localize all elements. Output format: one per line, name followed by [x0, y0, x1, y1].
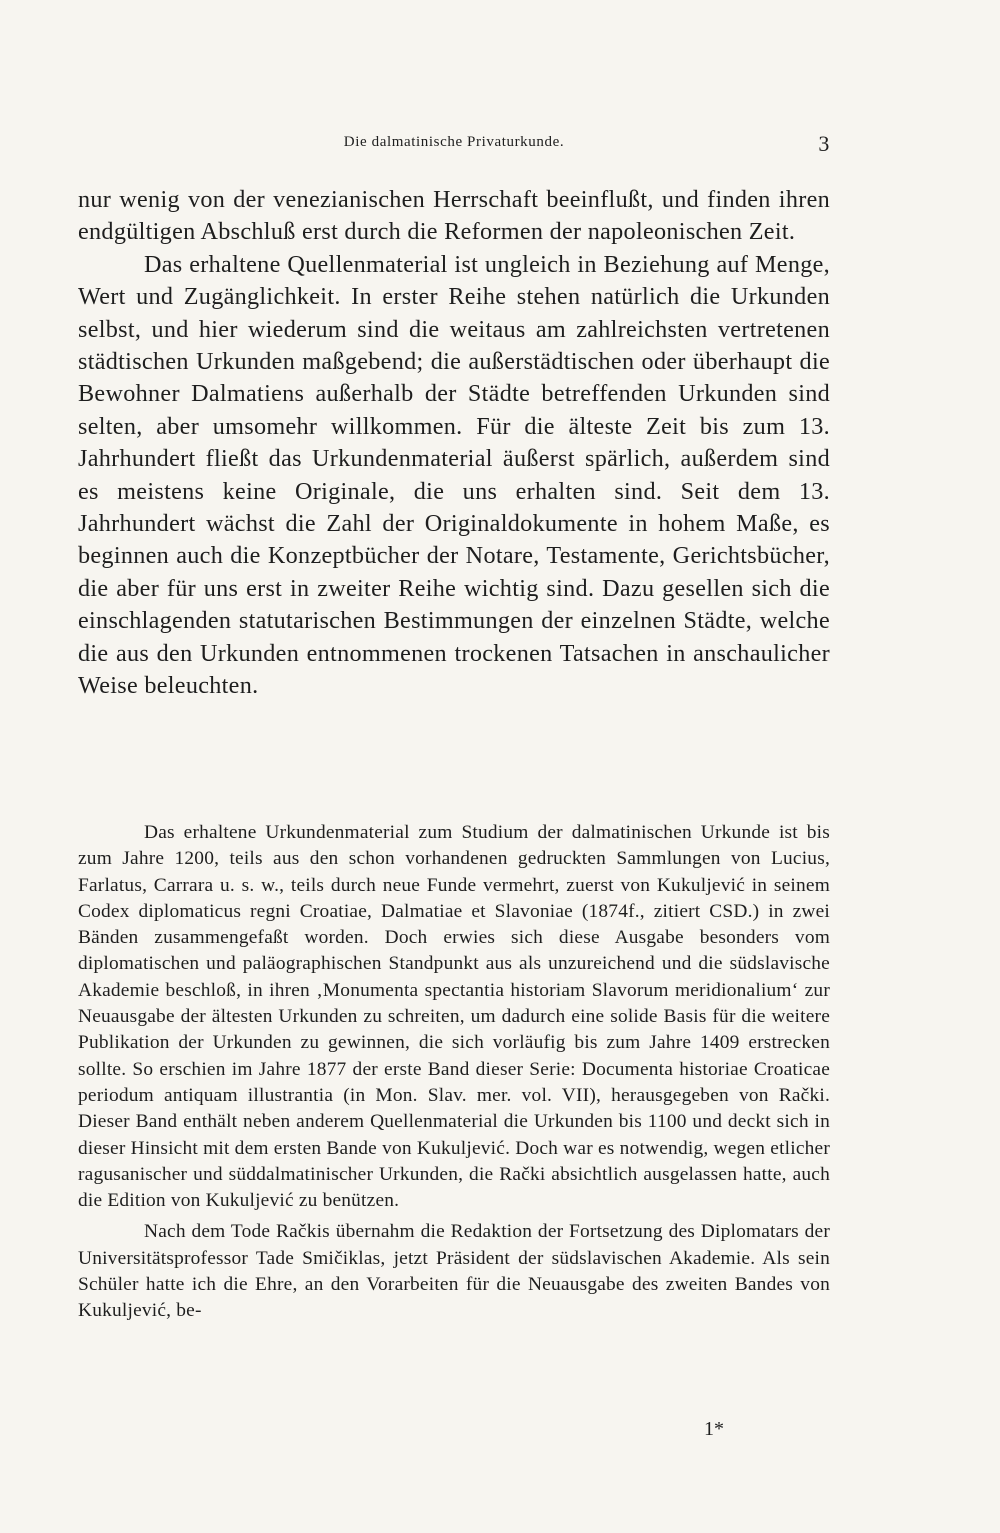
- page-number: 3: [818, 131, 830, 156]
- body-paragraph: nur wenig von der venezianischen Herrschaft beeinflußt, und finden ihren endgültigen Abschluß erst durch die Reformen der napoleonischen Zeit.: [78, 186, 830, 246]
- body-paragraph: Das erhaltene Quellenmaterial ist ungleich in Beziehung auf Menge, Wert und Zugänglichkeit. In erster Reihe stehen natürlich die Urkunden selbst, und hier wiederum sind die weitaus am zahlreichsten vertretenen städtischen Urkunden maßgebend; die außerstädtischen oder überhaupt die Bewohner Dalmatiens außerhalb der Städte betreffenden Urkunden sind selten, aber umsomehr willkommen. Für die älteste Zeit bis zum 13. Jahrhundert fließt das Urkundenmaterial äußerst spärlich, außerdem sind es meistens keine Originale, die uns erhalten sind. Seit dem 13. Jahrhundert wächst die Zahl der Originaldokumente in hohem Maße, es beginnen auch die Konzeptbücher der Notare, Testamente, Gerichtsbücher, die aber für uns erst in zweiter Reihe wichtig sind. Dazu gesellen sich die einschlagenden statutarischen Bestimmungen der einzelnen Städte, welche die aus den Urkunden entnommenen trockenen Tatsachen in anschaulicher Weise beleuchten.: [78, 250, 830, 700]
- main-text: [78, 184, 830, 703]
- small-print-section: [78, 820, 830, 1325]
- small-print-paragraph: Nach dem Tode Račkis übernahm die Redaktion der Fortsetzung des Diplomatars der Universitätsprofessor Tade Smičiklas, jetzt Präsident der südslavischen Akademie. Als sein Schüler hatte ich die Ehre, an den Vorarbeiten für die Neuausgabe des zweiten Bandes von Kukuljević, be-: [78, 1221, 830, 1322]
- small-print-paragraph: Das erhaltene Urkundenmaterial zum Studium der dalmatinischen Urkunde ist bis zum Jahre 1200, teils aus den schon vorhandenen gedruckten Sammlungen von Lucius, Farlatus, Carrara u. s. w., teils durch neue Funde vermehrt, zuerst von Kukuljević in seinem Codex diplomaticus regni Croatiae, Dalmatiae et Slavoniae (1874f., zitiert CSD.) in zwei Bänden zusammengefaßt worden. Doch erwies sich diese Ausgabe besonders vom diplomatischen und paläographischen Standpunkt aus als unzureichend und die südslavische Akademie beschloß, in ihren ‚Monumenta spectantia historiam Slavorum meridionalium‘ zur Neuausgabe der ältesten Urkunden zu schreiten, um dadurch eine solide Basis für die weitere Publikation der Urkunden zu gewinnen, die sich vorläufig bis zum Jahre 1409 erstrecken sollte. So erschien im Jahre 1877 der erste Band dieser Serie: Documenta historiae Croaticae periodum antiquam illustrantia (in Mon. Slav. mer. vol. VII), herausgegeben von Rački. Dieser Band enthält neben anderem Quellenmaterial die Urkunden bis 1100 und deckt sich in dieser Hinsicht mit dem ersten Bande von Kukuljević. Doch war es notwendig, wegen etlicher ragusanischer und süddalmatinischer Urkunden, die Rački absichtlich ausgelassen hatte, auch die Edition von Kukuljević zu benützen.: [78, 822, 830, 1212]
- running-title: Die dalmatinische Privaturkunde.: [343, 134, 565, 150]
- signature-mark: 1*: [704, 1418, 724, 1440]
